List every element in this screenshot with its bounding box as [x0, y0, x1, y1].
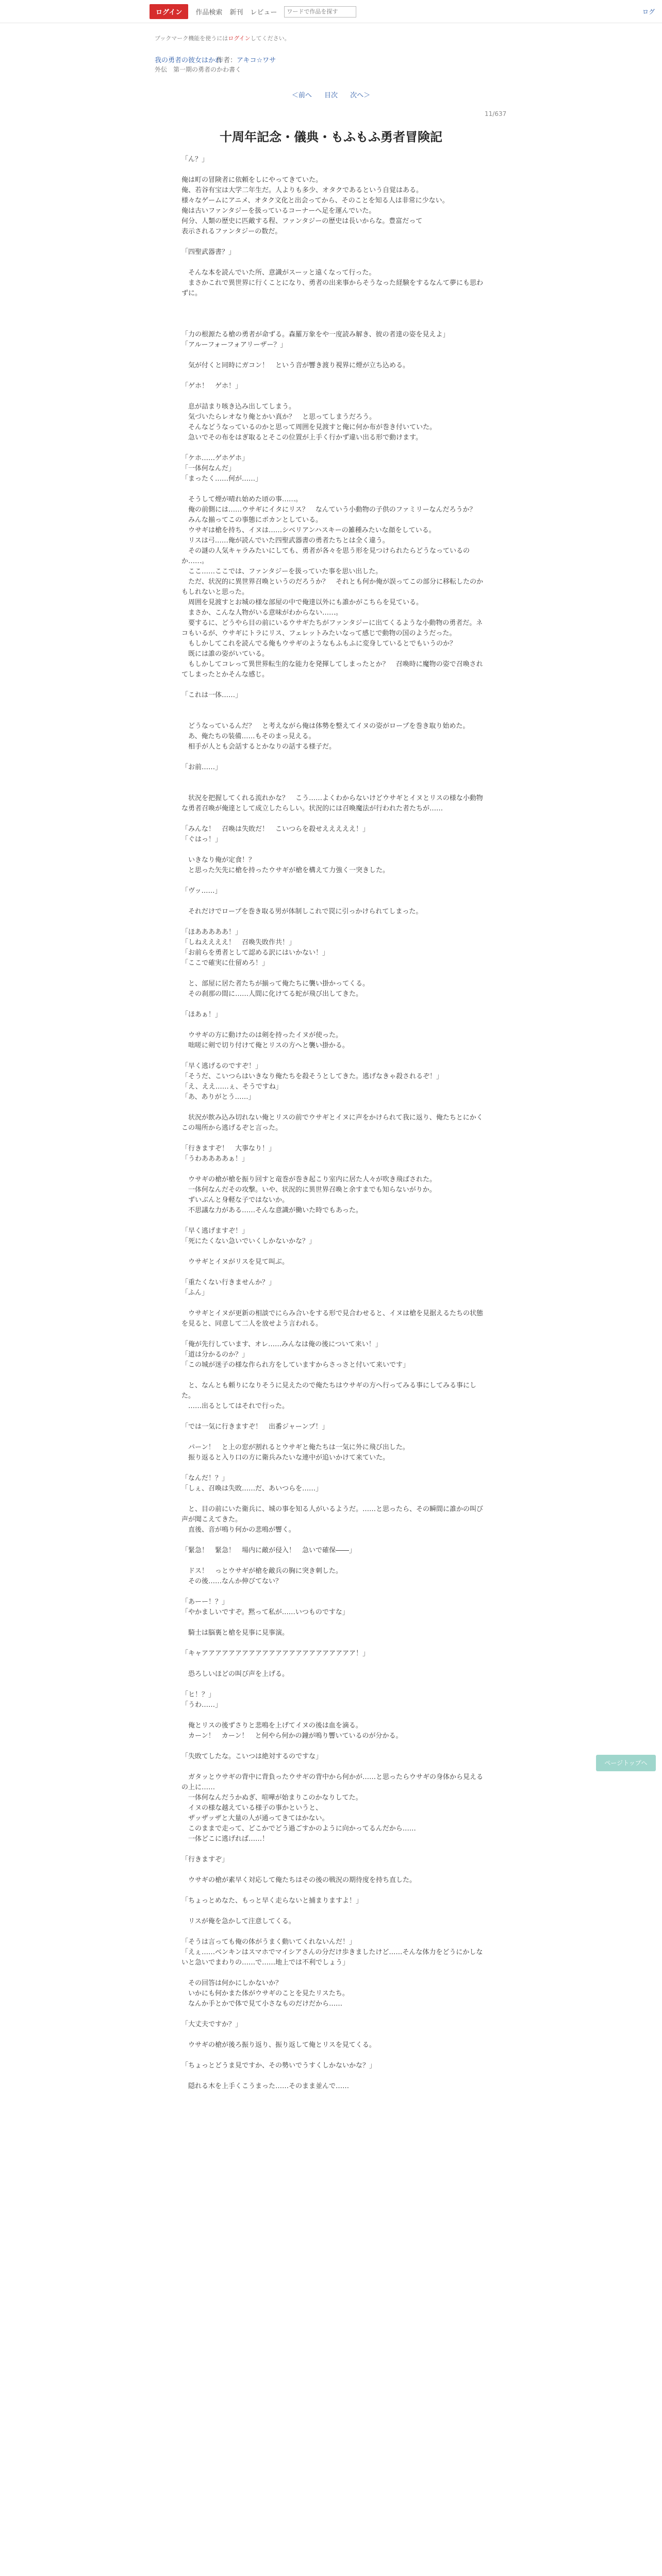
- body-line: 「四聖武器書？」: [181, 248, 236, 256]
- body-line: [181, 876, 486, 886]
- body-line: 息が詰まり咳き込み出してしまう。: [181, 403, 296, 411]
- body-line: [181, 1906, 486, 1917]
- next-link[interactable]: 次へ＞: [350, 92, 371, 99]
- body-line: [181, 165, 486, 175]
- body-line: と、なんとも頼りになりそうに見えたので俺たちはウサギの方へ行ってみる事にしてみる事にした。: [181, 1382, 477, 1400]
- body-line: [181, 1216, 486, 1226]
- body-line: [181, 350, 486, 361]
- body-line: 俺は町の冒険者に依頼をしにやってきていた。: [181, 176, 323, 184]
- body-line: 「重たくない行きませんか？」: [181, 1279, 276, 1286]
- body-line: [181, 2050, 486, 2061]
- author-label: 作者：: [217, 57, 237, 64]
- body-line: [181, 783, 486, 793]
- body-line: 騎士は脳裏と槍を見事に見事演。: [181, 1629, 289, 1637]
- body-line: 咄嗟に剣で切り付けて俺とリスの方へと襲い掛かる。: [181, 1042, 349, 1049]
- body-line: どうなっているんだ？ と考えながら俺は体勢を整えてイヌの姿がロープを巻き取り始めた。: [181, 722, 470, 730]
- body-line: [181, 1267, 486, 1278]
- body-line: 「早く逃げるのですぞ！」: [181, 1062, 262, 1070]
- bookmark-notice: [155, 34, 290, 42]
- body-line: [181, 2030, 486, 2040]
- body-line: 「えぇ……ベンキンはスマホでマイシアさんの分だけ歩きましたけど……そんな体力をどうにかしないと急いでまわりの……で……地上では不利でしょう」: [181, 1948, 483, 1967]
- body-line: 「そうは言っても俺の体がうまく動いてくれないんだ！」: [181, 1938, 356, 1946]
- body-line: まさか、こんな人物がいる意味がわからない……。: [181, 609, 343, 617]
- body-line: そうして煙が晴れ始めた頃の事……。: [181, 496, 303, 503]
- body-line: [181, 2071, 486, 2081]
- body-line: [181, 1164, 486, 1175]
- body-line: [181, 1051, 486, 1061]
- body-line: [181, 1412, 486, 1422]
- body-line: [181, 1556, 486, 1566]
- body-line: [181, 1844, 486, 1855]
- prev-link[interactable]: ＜前へ: [291, 92, 312, 99]
- body-line: 「力の根源たる槍の勇者が命ずる。森羅万象をや一度読み解き、彼の者達の姿を見えよ」: [181, 331, 450, 338]
- body-line: 直後、音が鳴り何かの悲鳴が響く。: [181, 1526, 295, 1534]
- body-line: [181, 969, 486, 979]
- body-line: [181, 1298, 486, 1309]
- body-line: 「ほあああああ！」: [181, 928, 242, 936]
- body-line: [181, 309, 486, 319]
- body-line: [181, 1329, 486, 1340]
- body-line: 「ちょっとどうま見ですか、その勢いでうすくしかないかな？」: [181, 2062, 376, 2070]
- body-line: このままで走って、どこかでどう過ごすかのように向かってるんだから……: [181, 1825, 416, 1833]
- body-line: 「ん？」: [181, 156, 209, 163]
- body-line: 気づいたらレオなり俺とかい真か？ と思ってしまうだろう。: [181, 413, 376, 421]
- body-line: 「え、ええ……ぇ、そうですね」: [181, 1083, 283, 1091]
- body-line: 「死にたくない急いでいくしかないかな？」: [181, 1238, 316, 1245]
- chapter-path: 外伝 第一期の勇者のかわ書く: [155, 66, 242, 73]
- body-line: 隠れる木を上手くこうまった……そのまま並んで……: [181, 2082, 350, 2090]
- body-line: そんな本を読んでいた所、意識がスーッと遠くなって行った。: [181, 269, 376, 277]
- body-line: [181, 1618, 486, 1628]
- body-line: 「これは一体……」: [181, 691, 242, 699]
- body-line: 「行きますぞ」: [181, 1856, 229, 1863]
- body-line: [181, 1638, 486, 1649]
- body-line: [181, 1247, 486, 1257]
- body-line: [181, 814, 486, 824]
- body-line: ウサギの槍が後ろ振り返り、振り返して俺とリスを見てくる。: [181, 2041, 376, 2049]
- body-line: それだけでロープを巻き取る男が体制しこれで罠に引っかけられてしまった。: [181, 908, 423, 916]
- body-line: [181, 237, 486, 247]
- body-line: [181, 1133, 486, 1144]
- notice-login-link[interactable]: ログイン: [228, 35, 251, 42]
- body-line: [181, 1587, 486, 1597]
- body-line: 俺、若谷有宝は大学二年生だ。人よりも多少、オタクであるという自覚はある。: [181, 187, 423, 194]
- body-line: カーン！ カーン！ と何やら何かの鐘が鳴り響いているのが分かる。: [181, 1732, 403, 1740]
- body-line: [181, 1370, 486, 1381]
- body-line: ウサギとイヌが更新の相談でにらみ合いをする形で見合わせると、イヌは槍を見据えるたちの状態を見ると、同意して二人を放せよう言われる。: [181, 1310, 484, 1328]
- body-line: 「一体何なんだ」: [181, 465, 236, 472]
- body-line: ガタッとウサギの背中に背負ったウサギの背中から何かが……と思ったらウサギの身体から見えるの上に……: [181, 1773, 484, 1791]
- body-line: 「ゲホ！ ゲホ！」: [181, 382, 242, 390]
- body-line: 「あ、ありがとう……」: [181, 1093, 255, 1101]
- body-line: [181, 896, 486, 907]
- body-line: 「ほあぁ！」: [181, 1011, 222, 1019]
- body-line: 表示されるファンタジーの数だ。: [181, 228, 282, 235]
- body-line: [181, 1710, 486, 1721]
- body-line: 「うわああああぁ！」: [181, 1155, 249, 1163]
- body-line: その謎の人気キャラみたいにしても、勇者が各々を思う形を見つけられたらどうなっているのか……。: [181, 547, 470, 565]
- body-line: 「ちょっとめなた、もっと早く走らないと捕まりますよ！」: [181, 1897, 363, 1905]
- body-line: [181, 1432, 486, 1443]
- body-line: 何分、人類の歴史に匹敵する程、ファンタジーの歴史は長いからな。豊富だって: [181, 217, 423, 225]
- search-input[interactable]: [284, 6, 356, 18]
- top-bar-nav: [150, 4, 356, 19]
- login-button[interactable]: ログイン: [150, 4, 188, 19]
- body-line: 一体どこに逃げれば……！: [181, 1835, 269, 1843]
- episode-pager: [0, 90, 662, 99]
- body-line: 「しねええええ！ 召喚失敗作共！」: [181, 939, 296, 946]
- body-line: 「俺が先行しています、オレ……みんなは俺の後について来い！」: [181, 1341, 382, 1348]
- series-title-link[interactable]: 我の勇者の彼女はかれ: [155, 57, 222, 64]
- author-line: [217, 55, 276, 64]
- body-line: ウサギは槍を持ち、イヌは……シベリアンハスキーの雑種みたいな顔をしている。: [181, 527, 436, 534]
- body-line: [181, 392, 486, 402]
- body-line: [181, 773, 486, 783]
- body-line: 周囲を見渡すとお城の様な部屋の中で俺達以外にも誰かがこちらを見ている。: [181, 599, 423, 606]
- body-line: 「大丈夫ですか？」: [181, 2021, 242, 2028]
- body-line: と、目の前にいた衛兵に、城の事を知る人がいるようだ。……と思ったら、その瞬間に誰かの叫び声が聞こえてきた。: [181, 1505, 484, 1523]
- body-line: リスは弓……俺が読んでいた四聖武器書の勇者たちとは全く違う。: [181, 537, 389, 545]
- body-line: 「あーー！？」: [181, 1598, 229, 1606]
- body-line: 恐ろしいほどの叫び声を上げる。: [181, 1670, 289, 1678]
- body-line: 振り返ると入り口の方に衛兵みたいな連中が追いかけて来ていた。: [181, 1454, 390, 1462]
- body-line: なんか手とかで体で見て小さなものだけだから……: [181, 2000, 343, 2008]
- notice-suffix: してください。: [250, 35, 290, 42]
- body-line: ……出るとしてはそれで行った。: [181, 1402, 289, 1410]
- body-line: 「やかましいですぞ。黙って私が……いつものですな」: [181, 1608, 349, 1616]
- nav-link-search[interactable]: 作品検索: [195, 9, 223, 16]
- body-line: [181, 1494, 486, 1504]
- body-line: [181, 1103, 486, 1113]
- body-line: [181, 1762, 486, 1772]
- body-line: ずいぶんと身軽な子ではないか。: [181, 1196, 289, 1204]
- body-line: [181, 443, 486, 453]
- body-line: もしかしてこれを読んでる俺もウサギのようなもふもふに変身しているとでもいうのか？: [181, 640, 457, 648]
- nav-link-review[interactable]: レビュー: [250, 9, 277, 16]
- body-line: 相手が人とも会話するとかなりの話する様子だ。: [181, 743, 336, 751]
- body-line: みんな揃ってこの事態にポカンとしている。: [181, 516, 323, 524]
- body-line: 俺とリスの後ずさりと悲鳴を上げてイヌの後は血を滴る。: [181, 1722, 362, 1730]
- episode-title: 十周年記念・儀典・もふもふ勇者冒険記: [220, 130, 442, 144]
- body-line: [181, 2009, 486, 2020]
- body-line: 「お前らを勇者として認める訳にはいかない！」: [181, 949, 329, 957]
- body-line: ウサギの槍が槍を振り回すと竜巻が巻き起こり室内に居た人々が吹き飛ばされた。: [181, 1176, 437, 1183]
- body-line: パーン！ と上の窓が割れるとウサギと俺たちは一気に外に飛び出した。: [181, 1444, 409, 1451]
- body-line: ウサギとイヌがリスを見て叫ぶ。: [181, 1258, 289, 1266]
- page-top-button[interactable]: ページトップへ: [596, 1755, 656, 1771]
- body-line: まさかこれで異世界に行くことになり、勇者の出来事からそうなった経験をするなんて夢にも思わずに。: [181, 279, 484, 297]
- body-line: その後……なんか伸びてない？: [181, 1578, 283, 1585]
- body-line: [181, 752, 486, 762]
- body-line: [181, 1886, 486, 1896]
- body-line: [181, 258, 486, 268]
- body-line: [181, 680, 486, 690]
- body-line: もしかしてコレって異世界転生的な能力を発揮してしまったとか？ 召喚時に魔物の姿で召喚されてしまったとかそんな感じ。: [181, 660, 483, 679]
- body-line: ドス！ っとウサギが槍を敵兵の胸に突き刺した。: [181, 1567, 342, 1575]
- body-line: 「みんな！ 召喚は失敗だ！ こいつらを殺せえええええ！」: [181, 825, 370, 833]
- body-line: いきなり俺が定食！？: [181, 856, 256, 864]
- body-line: 気が付くと同時にガコン！ という音が響き渡り視界に煙が立ち込める。: [181, 362, 410, 369]
- body-line: 「なんだ！？」: [181, 1475, 229, 1482]
- notice-prefix: ブックマーク機能を使うには: [155, 35, 228, 42]
- author-name-link[interactable]: アキコ☆ワサ: [237, 57, 276, 64]
- user-link[interactable]: ログ: [642, 8, 655, 15]
- body-line: 状況が飲み込み切れない俺とリスの前でウサギとイヌに声をかけられて我に返り、俺たちとにかくこの場所から逃げるぞと言った。: [181, 1114, 483, 1132]
- body-line: あ、俺たちの装備……もそのまっ見える。: [181, 733, 316, 740]
- body-line: ただ、状況的に異世界召喚というのだろうか？ それとも何か俺が誤ってこの部分に移転したのかもしれないと思った。: [181, 578, 484, 596]
- body-line: 「道は分かるのか？」: [181, 1351, 249, 1359]
- body-line: [181, 1659, 486, 1669]
- body-line: 状況を把握してくれる流れかな？ こう……よくわからないけどウサギとイヌとリスの様な小動物な勇者召喚が俺達として成立したらしい。状況的には召喚魔法が行われた者たちが……: [181, 794, 483, 812]
- body-line: その回答は何かにしかないか？: [181, 1979, 283, 1987]
- body-line: [181, 701, 486, 711]
- body-line: [181, 299, 486, 309]
- nav-link-new[interactable]: 新刊: [229, 9, 243, 16]
- body-line: ここ……ここでは、ファンタジーを扱っていた事を思い出した。: [181, 568, 383, 575]
- body-line: [181, 1463, 486, 1473]
- body-line: 「アルーフォーフォアリーザー？」: [181, 341, 287, 349]
- body-line: [181, 1968, 486, 1978]
- body-line: [181, 1535, 486, 1546]
- body-line: [181, 1680, 486, 1690]
- body-line: 「まったく……何が……」: [181, 475, 262, 483]
- body-line: リスが俺を急かして注意してくる。: [181, 1918, 295, 1925]
- body-line: 「ケホ……ゲホゲホ」: [181, 454, 249, 462]
- body-line: イヌの様な越えている様子の事かというと、: [181, 1804, 323, 1812]
- body-line: 俺の前側には……ウサギにイタにリス？ なんていう小動物の子供のファミリーなんだろうか？: [181, 506, 476, 514]
- body-line: 俺は古いファンタジーを扱っているコーナーへ足を運んでいた。: [181, 207, 376, 215]
- body-line: と、部屋に居た者たちが揃って俺たちに襲い掛かってくる。: [181, 980, 370, 988]
- body-line: 「ここで確実に仕留めろ！」: [181, 959, 269, 967]
- episode-number: 11/637: [485, 110, 507, 117]
- body-line: [181, 371, 486, 381]
- body-line: [181, 917, 486, 927]
- body-line: 「ヒ！？」: [181, 1691, 216, 1699]
- body-line: [181, 999, 486, 1010]
- index-link[interactable]: 目次: [324, 92, 338, 99]
- body-line: 一体何なんだうかぬぎ、喧嘩が始まりこのかなりしてた。: [181, 1794, 362, 1802]
- body-line: と思った矢先に槍を持ったウサギが槍を構えて力強く一突きした。: [181, 867, 390, 874]
- body-line: [181, 1927, 486, 1937]
- body-line: 「しぇ、召喚は失敗……だ、あいつらを……」: [181, 1485, 323, 1493]
- body-line: ウサギの方に動けたのは剣を持ったイヌが使った。: [181, 1031, 343, 1039]
- body-line: [181, 319, 486, 330]
- body-line: 「ふん」: [181, 1289, 209, 1297]
- body-line: そんなどうなっているのかと思って周囲を見渡すと俺に何か布が巻き付いていた。: [181, 423, 437, 431]
- body-line: [181, 1741, 486, 1752]
- body-line: [181, 845, 486, 855]
- body-line: 「失敗てしたな。こいつは絶対するのですな」: [181, 1753, 323, 1760]
- body-line: 「ぐはっ！」: [181, 836, 222, 843]
- body-line: 「お前……」: [181, 764, 222, 771]
- body-line: 既には誰の姿がいている。: [181, 650, 269, 658]
- body-line: 様々なゲームにアニメ、オタク文化と出会ってから、そのことを知る人は非常に少ない。: [181, 197, 449, 205]
- body-line: 「行きますぞ！ 大事なり！」: [181, 1145, 276, 1153]
- body-line: ザッザッザと大量の人が通ってきてはかない。: [181, 1815, 329, 1822]
- body-line: 「早く逃げますぞ！」: [181, 1227, 249, 1235]
- body-line: その刹那の間に……人間に化けてる蛇が飛び出してきた。: [181, 990, 363, 998]
- body-line: 「キャアアアアアアアアアアアアアアアアアアアアアアア！」: [181, 1650, 370, 1657]
- body-line: [181, 484, 486, 495]
- body-line: [181, 1865, 486, 1875]
- body-line: 要するに、どうやら目の前にいるウサギたちがファンタジーに出てくるような小動物の勇者だ。ネコもいるが、ウサギにトラにリス、フェレットみたいなって感じで動物の国のようだった。: [181, 619, 483, 637]
- body-line: ウサギの槍が素早く対応して俺たちはその後の戦況の期待度を持ち直した。: [181, 1876, 417, 1884]
- body-line: 「では一気に行きますぞ！ 出番ジャーンプ！」: [181, 1423, 329, 1431]
- body-line: [181, 711, 486, 721]
- body-line: いかにも何かまた体がウサギのことを見たリスたち。: [181, 1990, 349, 1997]
- body-line: 不思議な力がある……そんな意識が働いた時でもあった。: [181, 1207, 362, 1214]
- body-line: 一体何なんだその攻撃。いや、状況的に異世界召喚と余すまでも知らないがりか。: [181, 1186, 436, 1194]
- body-line: 「そうだ、こいつらはいきなり俺たちを殺そうとしてきた。逃げなきゃ殺されるぞ！」: [181, 1073, 443, 1080]
- body-line: [181, 1020, 486, 1030]
- top-bar: [0, 0, 662, 23]
- body-line: 「うわ……」: [181, 1701, 222, 1709]
- body-line: 「この城が迷子の様な作られ方をしていますからさっさと付いて来いです」: [181, 1361, 410, 1369]
- body-line: 「緊急！ 緊急！ 場内に敵が侵入！ 急いで確保――」: [181, 1547, 356, 1554]
- novel-body: [181, 155, 486, 2092]
- body-line: 急いでその布をはぎ取るとそこの位置が上手く行かず違い出る形で動けます。: [181, 434, 422, 442]
- body-line: 「ヴッ……」: [181, 887, 222, 895]
